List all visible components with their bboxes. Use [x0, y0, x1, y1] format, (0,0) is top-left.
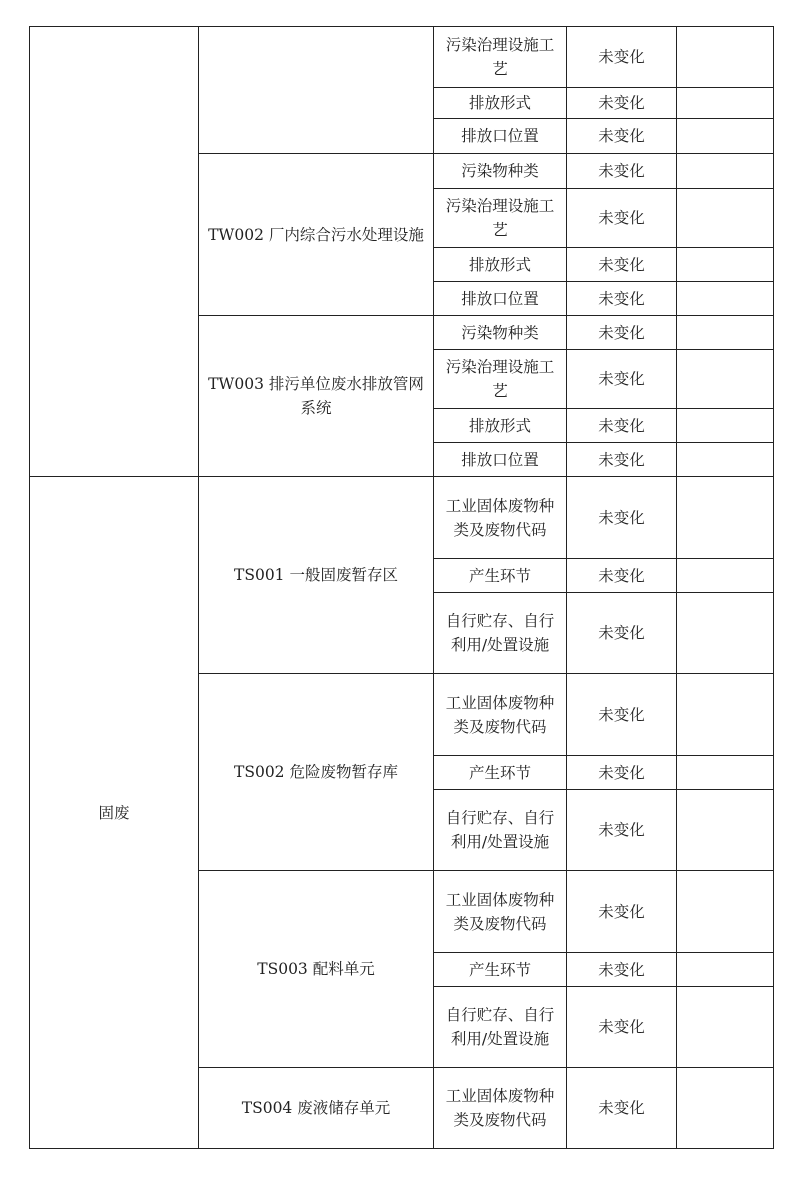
item-cell: 自行贮存、自行利用/处置设施 [434, 987, 567, 1068]
status-cell: 未变化 [567, 1068, 677, 1149]
status-cell: 未变化 [567, 119, 677, 154]
item-cell: 自行贮存、自行利用/处置设施 [434, 790, 567, 871]
item-cell: 排放口位置 [434, 282, 567, 316]
unit-cell: TW003 排污单位废水排放管网系统 [199, 316, 434, 477]
status-cell: 未变化 [567, 316, 677, 350]
status-cell: 未变化 [567, 790, 677, 871]
status-cell: 未变化 [567, 350, 677, 409]
remark-cell [677, 443, 774, 477]
status-cell: 未变化 [567, 443, 677, 477]
remark-cell [677, 987, 774, 1068]
item-cell: 污染物种类 [434, 316, 567, 350]
table-row [30, 27, 774, 88]
status-cell: 未变化 [567, 953, 677, 987]
item-cell: 自行贮存、自行利用/处置设施 [434, 593, 567, 674]
unit-cell: TS003 配料单元 [199, 871, 434, 1068]
item-cell: 工业固体废物种类及废物代码 [434, 477, 567, 559]
unit-cell [199, 27, 434, 154]
category-cell [30, 27, 199, 477]
remark-cell [677, 1068, 774, 1149]
status-cell: 未变化 [567, 27, 677, 88]
item-cell: 排放形式 [434, 88, 567, 119]
remark-cell [677, 756, 774, 790]
item-cell: 污染治理设施工艺 [434, 189, 567, 248]
item-cell: 排放口位置 [434, 443, 567, 477]
remark-cell [677, 119, 774, 154]
remark-cell [677, 316, 774, 350]
status-cell: 未变化 [567, 871, 677, 953]
status-cell: 未变化 [567, 88, 677, 119]
status-cell: 未变化 [567, 189, 677, 248]
category-cell: 固废 [30, 477, 199, 1149]
unit-cell: TS002 危险废物暂存库 [199, 674, 434, 871]
remark-cell [677, 953, 774, 987]
remark-cell [677, 790, 774, 871]
remark-cell [677, 282, 774, 316]
remark-cell [677, 559, 774, 593]
status-cell: 未变化 [567, 756, 677, 790]
item-cell: 排放口位置 [434, 119, 567, 154]
table-row [30, 477, 774, 559]
item-cell: 工业固体废物种类及废物代码 [434, 871, 567, 953]
item-cell: 污染治理设施工艺 [434, 27, 567, 88]
status-cell: 未变化 [567, 409, 677, 443]
status-cell: 未变化 [567, 154, 677, 189]
status-cell: 未变化 [567, 674, 677, 756]
unit-cell: TW002 厂内综合污水处理设施 [199, 154, 434, 316]
item-cell: 工业固体废物种类及废物代码 [434, 1068, 567, 1149]
status-cell: 未变化 [567, 987, 677, 1068]
remark-cell [677, 248, 774, 282]
remark-cell [677, 154, 774, 189]
status-cell: 未变化 [567, 282, 677, 316]
unit-cell: TS001 一般固废暂存区 [199, 477, 434, 674]
item-cell: 产生环节 [434, 559, 567, 593]
remark-cell [677, 88, 774, 119]
remark-cell [677, 189, 774, 248]
remark-cell [677, 477, 774, 559]
remark-cell [677, 27, 774, 88]
item-cell: 污染物种类 [434, 154, 567, 189]
change-status-table [29, 26, 774, 1149]
item-cell: 产生环节 [434, 953, 567, 987]
status-cell: 未变化 [567, 477, 677, 559]
item-cell: 污染治理设施工艺 [434, 350, 567, 409]
status-cell: 未变化 [567, 248, 677, 282]
item-cell: 工业固体废物种类及废物代码 [434, 674, 567, 756]
remark-cell [677, 593, 774, 674]
status-cell: 未变化 [567, 593, 677, 674]
item-cell: 产生环节 [434, 756, 567, 790]
item-cell: 排放形式 [434, 248, 567, 282]
remark-cell [677, 674, 774, 756]
remark-cell [677, 409, 774, 443]
remark-cell [677, 350, 774, 409]
remark-cell [677, 871, 774, 953]
item-cell: 排放形式 [434, 409, 567, 443]
unit-cell: TS004 废液储存单元 [199, 1068, 434, 1149]
status-cell: 未变化 [567, 559, 677, 593]
